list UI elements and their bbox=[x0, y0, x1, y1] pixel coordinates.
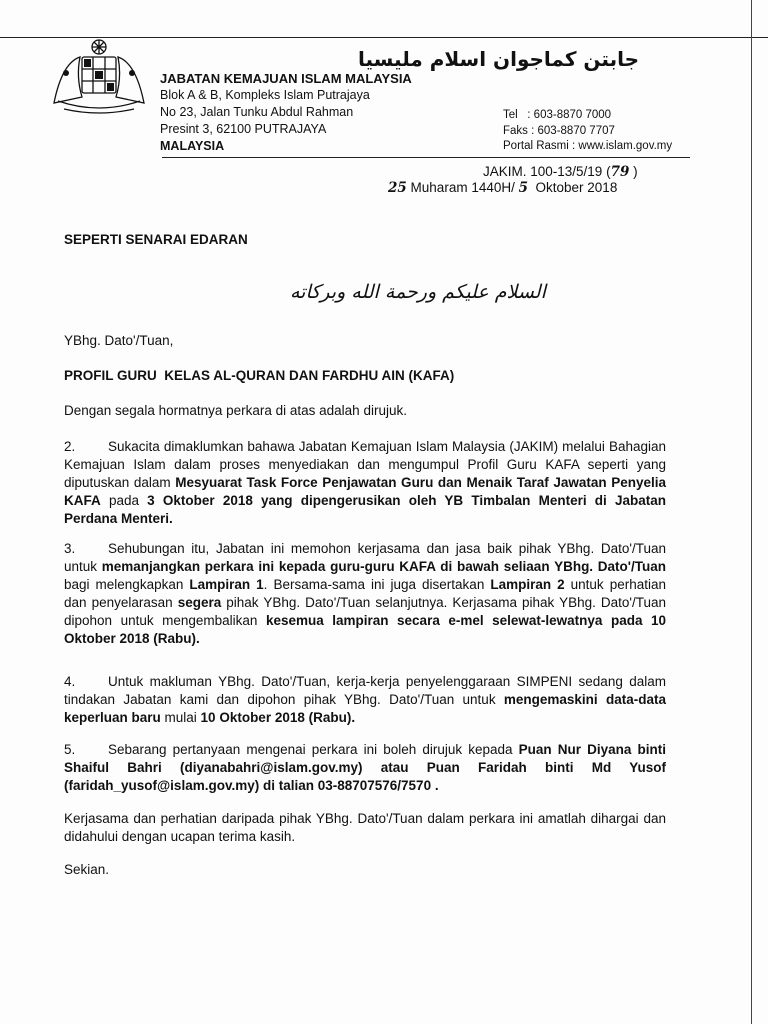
address-line-2: No 23, Jalan Tunku Abdul Rahman bbox=[160, 105, 354, 119]
recipient-line: SEPERTI SENARAI EDARAN bbox=[64, 232, 248, 247]
jawi-organisation-name bbox=[160, 40, 640, 74]
arabic-salutation bbox=[60, 270, 546, 310]
hijri-day-handwritten: 25 bbox=[388, 180, 407, 196]
ref-printed: JAKIM. 100-13/5/19 ( bbox=[483, 164, 611, 179]
svg-text:السلام عليكم ورحمة الله وبركات: السلام عليكم ورحمة الله وبركاته bbox=[290, 281, 546, 303]
paragraph-text: . Bersama-sama ini juga disertakan bbox=[263, 577, 491, 592]
paragraph-number: 4. bbox=[64, 674, 76, 689]
paragraph-1: Dengan segala hormatnya perkara di atas adalah dirujuk. bbox=[64, 403, 407, 418]
paragraph-bold: mengemaskini data-data keperluan baru bbox=[64, 692, 666, 725]
paragraph-number: 2. bbox=[64, 439, 76, 454]
ref-closing: ) bbox=[629, 164, 638, 179]
paragraph-bold: Lampiran 2 bbox=[490, 577, 565, 592]
reference-number bbox=[483, 164, 638, 180]
paragraph-text: untuk perhatian dan penyelarasan bbox=[64, 577, 666, 610]
gregorian-day-handwritten: 5 bbox=[518, 180, 529, 196]
scan-edge-line bbox=[751, 0, 752, 1024]
greeting: YBhg. Dato'/Tuan, bbox=[64, 333, 174, 348]
fax: Faks : 603-8870 7707 bbox=[503, 124, 615, 137]
address-line-1: Blok A & B, Kompleks Islam Putrajaya bbox=[160, 88, 370, 102]
address-line-3: Presint 3, 62100 PUTRAJAYA bbox=[160, 122, 327, 136]
paragraph-bold: 3 Oktober 2018 yang dipengerusikan oleh YB Timbalan Menteri di Jabatan Perdana Menteri. bbox=[64, 493, 666, 526]
paragraph-bold: 10 Oktober 2018 (Rabu). bbox=[200, 710, 356, 725]
letterhead-address bbox=[160, 70, 412, 155]
paragraph-text: Sukacita dimaklumkan bahawa Jabatan Kemajuan Islam Malaysia (JAKIM) melalui Bahagian Kemajuan Islam dalam proses menyediakan dan mengumpul Profil Guru KAFA seperti yang diputuskan dalam bbox=[64, 439, 666, 490]
paragraph-bold: Mesyuarat Task Force Penjawatan Guru dan Menaik Taraf Jawatan Penyelia KAFA bbox=[64, 475, 666, 508]
paragraph-bold: segera bbox=[177, 595, 222, 610]
paragraph-bold: kesemua lampiran secara e-mel selewat-lewatnya pada 10 Oktober 2018 (Rabu). bbox=[64, 613, 666, 646]
letterhead-contact bbox=[503, 108, 672, 155]
paragraph-text: Untuk makluman YBhg. Dato'/Tuan, kerja-kerja penyelenggaraan SIMPENI sedang dalam tindakan Jabatan kami dan dipohon pihak YBhg. Dato'/Tuan untuk bbox=[64, 674, 666, 707]
paragraph-text: pihak YBhg. Dato'/Tuan selanjutnya. Kerjasama pihak YBhg. Dato'/Tuan dipohon untuk mengembalikan bbox=[64, 595, 667, 628]
paragraph-bold: Lampiran 1 bbox=[189, 577, 264, 592]
paragraph-bold: Puan Nur Diyana binti Shaiful Bahri (diyanabahri@islam.gov.my) atau Puan Faridah binti Md Yusof (faridah_yusof@islam.gov.my) di talian 03-88707576/7570 . bbox=[64, 742, 666, 793]
ref-handwritten: 79 bbox=[610, 164, 630, 180]
svg-text:جابتن كماجوان اسلام مليسيا: جابتن كماجوان اسلام مليسيا bbox=[358, 47, 640, 71]
paragraph-5 bbox=[64, 741, 666, 795]
paragraph-text: Sehubungan itu, Jabatan ini memohon kerjasama dan jasa baik pihak YBhg. Dato'/Tuan untuk bbox=[64, 541, 666, 574]
closing-word: Sekian. bbox=[64, 862, 110, 877]
letter-subject: PROFIL GURU KELAS AL-QURAN DAN FARDHU AIN (KAFA) bbox=[64, 368, 455, 383]
gregorian-date: Oktober 2018 bbox=[528, 180, 618, 195]
letterhead-bottom-rule bbox=[162, 157, 690, 158]
letter-date bbox=[388, 180, 617, 196]
organisation-name: JABATAN KEMAJUAN ISLAM MALAYSIA bbox=[160, 71, 412, 86]
paragraph-text: bagi melengkapkan bbox=[64, 577, 190, 592]
paragraph-number: 5. bbox=[64, 742, 76, 757]
telephone: Tel : 603-8870 7000 bbox=[503, 109, 612, 121]
portal-website: Portal Rasmi : www.islam.gov.my bbox=[503, 140, 673, 152]
malaysia-coat-of-arms-icon bbox=[44, 37, 154, 117]
paragraph-2 bbox=[64, 438, 666, 528]
paragraph-closing: Kerjasama dan perhatian daripada pihak YBhg. Dato'/Tuan dalam perkara ini amatlah dihargai dan didahului dengan ucapan terima kasih. bbox=[64, 811, 666, 844]
paragraph-3 bbox=[64, 540, 666, 648]
paragraph-bold: memanjangkan perkara ini kepada guru-guru KAFA di bawah seliaan YBhg. Dato'/Tuan bbox=[101, 559, 667, 574]
address-country: MALAYSIA bbox=[160, 139, 225, 153]
hijri-date: Muharam 1440H/ bbox=[406, 180, 519, 195]
paragraph-text: pada bbox=[100, 493, 148, 508]
paragraph-number: 3. bbox=[64, 541, 76, 556]
paragraph-text: mulai bbox=[160, 710, 201, 725]
paragraph-4 bbox=[64, 673, 666, 727]
paragraph-text: Sebarang pertanyaan mengenai perkara ini boleh dirujuk kepada bbox=[108, 742, 519, 757]
